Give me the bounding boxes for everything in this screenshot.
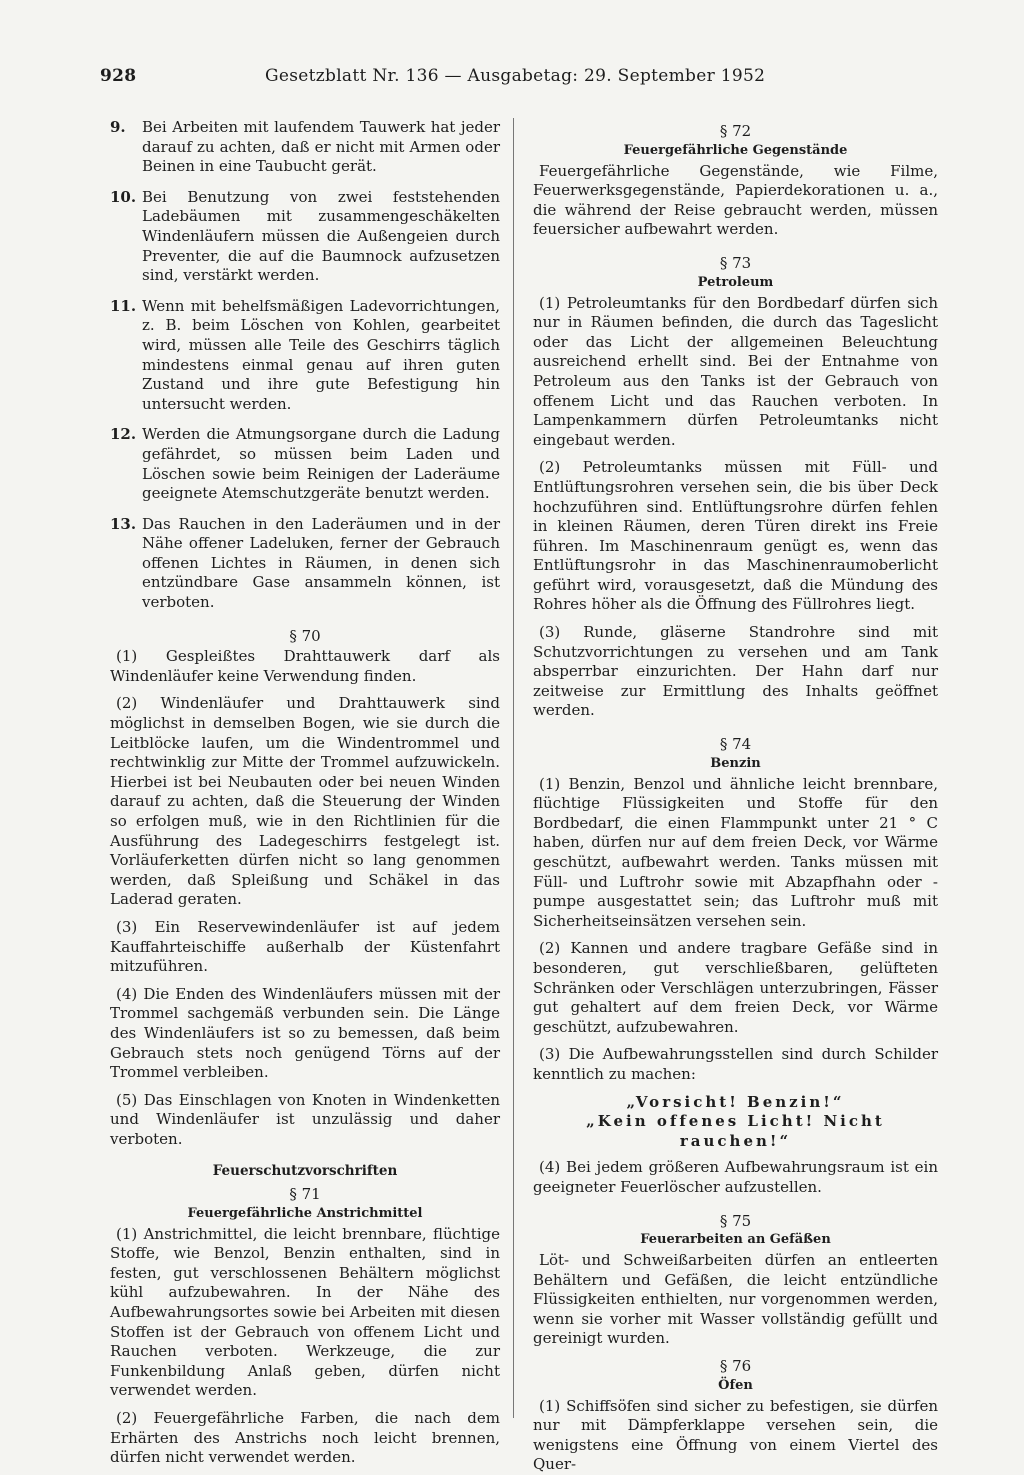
section-72-number: § 72 [719,122,752,140]
page-header [100,64,920,94]
section-74-number: § 74 [719,735,752,754]
section-70-para-1: (1) Gespleißtes Drahttauwerk darf als Windenläufer keine Verwendung finden. [110,647,500,685]
section-75-para-1: Löt- und Schweißarbeiten dürfen an entleerten Behältern und Gefäßen, die leicht entzündliche Flüssigkeiten enthielten, nur vorgenommen werden, wenn sie vorher mit Wasser vollständig gefüllt und gereinigt wurden. [533,1251,938,1348]
section-75-title: Feuerarbeiten an Gefäßen [640,1232,831,1248]
section-74-para-1: (1) Benzin, Benzol und ähnliche leicht brennbare, flüchtige Flüssigkeiten und Stoffe für den Bordbedarf, die einen Flammpunkt unter 21 ° C haben, dürfen nur auf dem freien Deck, vor Wärme geschützt, aufbewahrt werden. Tanks müssen mit Füll- und Luftrohr sowie mit Abzapfhahn oder -pumpe ausgestattet sein; das Luftrohr muß mit Sicherheitseinsätzen versehen sein. [533,774,938,930]
item-text: Werden die Atmungsorgane durch die Ladung gefährdet, so müssen beim Laden und Löschen sowie beim Reinigen der Laderäume geeignete Atemschutzgeräte benutzt werden. [142,425,500,503]
section-75-number: § 75 [719,1211,752,1230]
list-item [110,297,500,415]
section-73-para-1: (1) Petroleumtanks für den Bordbedarf dürfen sich nur in Räumen befinden, die durch das Tageslicht oder das Licht der allgemeinen Beleuchtung ausreichend erhellt sind. Bei der Entnahme von Petroleum aus den Tanks ist der Gebrauch von offenem Licht und das Rauchen verboten. In Lampenkammern dürfen Petroleumtanks nicht eingebaut werden. [533,293,938,449]
section-74-para-4: (4) Bei jedem größeren Aufbewahrungsraum ist ein geeigneter Feuerlöscher aufzustellen. [533,1158,938,1196]
section-73-para-2: (2) Petroleumtanks müssen mit Füll- und Entlüftungsrohren versehen sein, die bis über Deck hochzuführen sind. Entlüftungsrohre dürfen fehlen in kleinen Räumen, deren Türen direkt ins Freie führen. Im Maschinenraum genügt es, wenn das Entlüftungsrohr in das Maschinenraumoberlicht geführt wird, vorausgesetzt, daß die Mündung des Rohres höher als die Öffnung des Füllrohres liegt. [533,458,938,614]
item-text: Wenn mit behelfsmäßigen Ladevorrichtungen, z. B. beim Löschen von Kohlen, gearbeitet wird, müssen alle Teile des Geschirrs täglich mindestens einmal genau auf ihren guten Zustand und ihre gute Befestigung hin untersucht werden. [142,296,500,413]
section-73-title: Petroleum [697,274,774,290]
page-number: 928 [100,66,137,86]
section-71-number: § 71 [289,1185,321,1204]
section-74-title: Benzin [710,755,761,771]
list-item [110,188,500,286]
section-76-title: Öfen [718,1377,753,1393]
section-70-para-5: (5) Das Einschlagen von Knoten in Windenketten und Windenläufer ist unzulässig und daher verboten. [110,1090,500,1148]
item-text: Bei Arbeiten mit laufendem Tauwerk hat jeder darauf zu achten, daß er nicht mit Armen oder Beinen in eine Taubucht gerät. [142,118,500,176]
section-70-para-4: (4) Die Enden des Windenläufers müssen mit der Trommel sachgemäß verbunden sein. Die Länge des Windenläufers ist so zu bemessen, daß beim Gebrauch stets noch genügend Törns auf der Trommel verbleiben. [110,984,500,1082]
item-number: 13. [110,514,137,533]
section-71-para-1: (1) Anstrichmittel, die leicht brennbare, flüchtige Stoffe, wie Benzol, Benzin enthalten, sind in festen, gut verschlossenen Behältern möglichst kühl aufzubewahren. In der Nähe des Aufbewahrungsortes sowie bei Arbeiten mit diesen Stoffen ist der Gebrauch von offenem Licht und Rauchen verboten. Werkzeuge, die zur Funkenbildung Anlaß geben, dürfen nicht verwendet werden. [110,1224,500,1400]
item-number: 12. [110,425,137,444]
left-column [110,118,500,1467]
section-70-number: § 70 [289,626,321,645]
right-column [533,118,938,1474]
section-73-para-3: (3) Runde, gläserne Standrohre sind mit Schutzvorrichtungen zu versehen und am Tank absperrbar einzurichten. Der Hahn darf nur zeitweise zur Ermittlung des Inhalts geöffnet werden. [533,623,938,720]
group-title-fire-safety: Feuerschutzvorschriften [212,1162,398,1179]
list-item [110,118,500,177]
header-title: Gesetzblatt Nr. 136 — Ausgabetag: 29. September 1952 [265,66,766,86]
section-70-para-3: (3) Ein Reservewindenläufer ist auf jedem Kauffahrteischiffe außerhalb der Küstenfahrt mitzuführen. [110,917,500,976]
warning-sign-no-smoking: „Kein offenes Licht! Nicht rauchen!“ [586,1112,885,1150]
section-74-para-2: (2) Kannen und andere tragbare Gefäße sind in besonderen, gut verschließbaren, gelüfteten Schränken oder Verschlägen unterzubringen, Fässer gut gehaltert auf dem freien Deck, vor Wärme geschützt, aufzubewahren. [533,939,938,1036]
warning-sign-benzin: „Vorsicht! Benzin!“ [626,1092,845,1111]
list-item [110,425,500,503]
section-71-title: Feuergefährliche Anstrichmittel [187,1205,423,1221]
section-76-number: § 76 [719,1357,752,1376]
section-73-number: § 73 [719,253,752,272]
item-number: 9. [110,118,126,136]
section-71-para-2: (2) Feuergefährliche Farben, die nach dem Erhärten des Anstrichs noch leicht brennen, dürfen nicht verwendet werden. [110,1409,500,1467]
section-76-para-1: (1) Schiffsöfen sind sicher zu befestigen, sie dürfen nur mit Dämpferklappe versehen sein, die wenigstens eine Öffnung von einem Viertel des Quer- [533,1396,938,1474]
list-item [110,515,500,613]
item-number: 10. [110,187,137,206]
section-70-para-2: (2) Windenläufer und Drahttauwerk sind möglichst in demselben Bogen, wie sie durch die Leitblöcke laufen, um die Windentrommel und rechtwinklig zur Mitte der Trommel aufzuwickeln. Hierbei ist bei Neubauten oder bei neuen Winden darauf zu achten, daß die Steuerung der Winden so erfolgen muß, wie in den Richtlinien für die Ausführung des Ladegeschirrs festgelegt ist. Vorläuferketten dürfen nicht so lang genommen werden, daß Spleißung und Schäkel in das Laderad geraten. [110,694,500,909]
section-74-para-3: (3) Die Aufbewahrungsstellen sind durch Schilder kenntlich zu machen: [533,1045,938,1083]
section-72-para-1: Feuergefährliche Gegenstände, wie Filme, Feuerwerksgegenstände, Papierdekorationen u. a., die während der Reise gebraucht werden, müssen feuersicher aufbewahrt werden. [533,161,938,239]
item-text: Das Rauchen in den Laderäumen und in der Nähe offener Ladeluken, ferner der Gebrauch offenen Lichtes in Räumen, in denen sich entzündbare Gase ansammeln können, ist verboten. [142,514,500,612]
item-number: 11. [110,296,137,315]
column-divider [513,118,514,1418]
section-72-title: Feuergefährliche Gegenstände [623,142,848,158]
item-text: Bei Benutzung von zwei feststehenden Ladebäumen mit zusammengeschäkelten Windenläufern müssen die Außengeien durch Preventer, die auf die Baumnock aufzusetzen sind, verstärkt werden. [142,187,500,285]
